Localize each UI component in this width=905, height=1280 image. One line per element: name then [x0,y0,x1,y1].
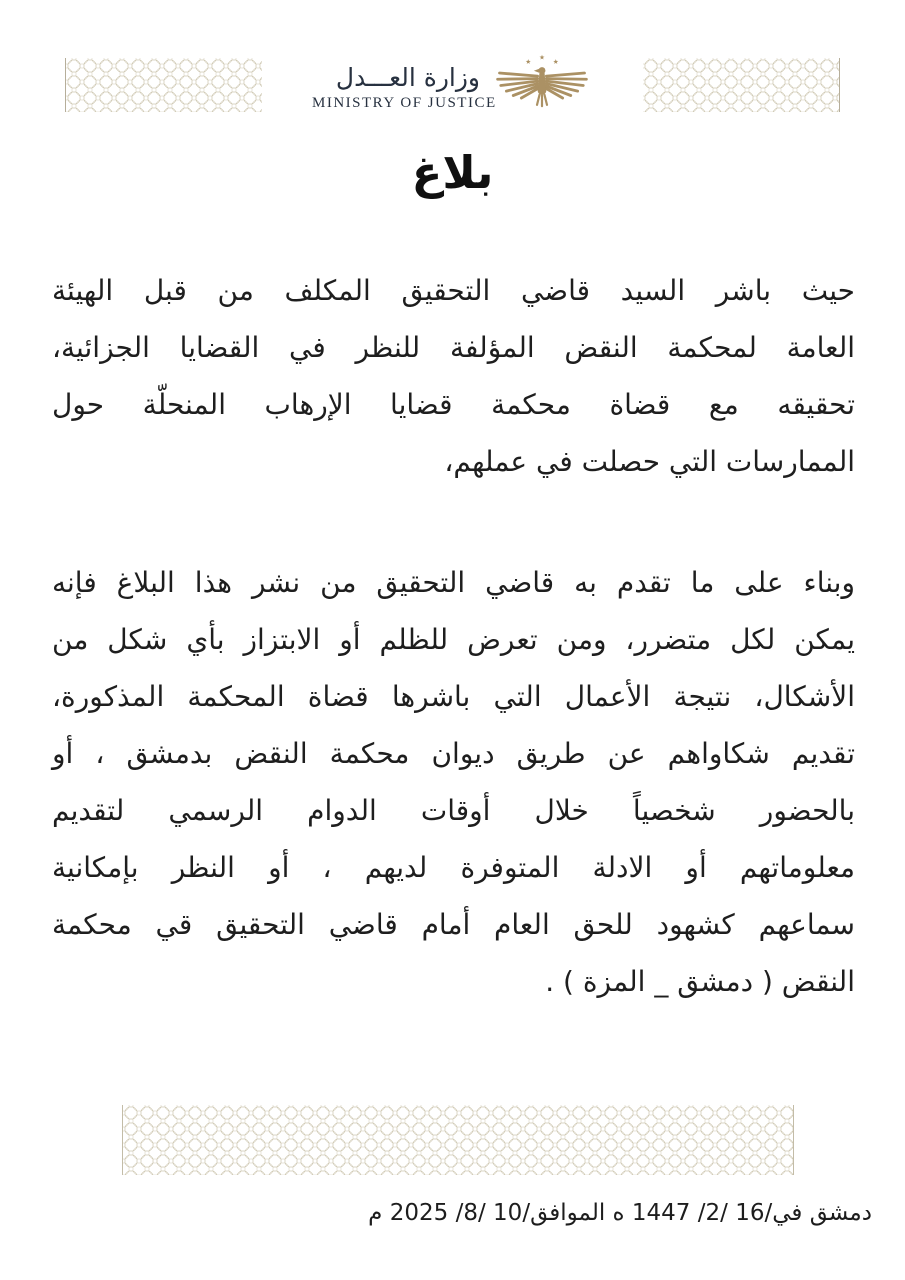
body-line: النقض ( دمشق _ المزة ) . [545,965,855,998]
ministry-wordmark [312,63,497,112]
ministry-name-english: MINISTRY OF JUSTICE [312,94,497,111]
body-line: حيث باشر السيد قاضي التحقيق المكلف من قبل الهيئة [52,274,855,307]
document-body [52,262,855,1010]
document-title: بلاغ [411,146,494,199]
body-line: سماعهم كشهود للحق العام أمام قاضي التحقيق قي محكمة [52,908,855,941]
eagle-emblem-icon [492,50,592,126]
decorative-band-left [65,58,262,112]
body-line: تقديم شكاواهم عن طريق ديوان محكمة النقض بدمشق ، أو [52,737,855,770]
body-line: معلوماتهم أو الادلة المتوفرة لديهم ، أو النظر بإمكانية [52,851,855,884]
paragraph-1 [52,262,855,490]
decorative-band-bottom [122,1105,794,1175]
body-line: العامة لمحكمة النقض المؤلفة للنظر في القضايا الجزائية، [52,331,855,364]
ministry-logo [312,50,592,126]
ministry-name-arabic: وزارة العـــدل [335,63,480,93]
three-stars-icon [526,55,558,64]
body-line: بالحضور شخصياً خلال أوقات الدوام الرسمي لتقديم [52,794,855,827]
paragraph-2 [52,554,855,1010]
body-line: وبناء على ما تقدم به قاضي التحقيق من نشر هذا البلاغ فإنه [52,566,855,599]
body-line: الأشكال، نتيجة الأعمال التي باشرها قضاة المحكمة المذكورة، [52,680,855,713]
eagle-tail [537,95,547,106]
body-line: تحقيقه مع قضاة محكمة قضايا الإرهاب المنحلّة حول [52,388,855,421]
decorative-band-right [643,58,840,112]
eagle-body [498,67,587,106]
body-line: الممارسات التي حصلت في عملهم، [444,445,855,478]
body-line: يمكن لكل متضرر، ومن تعرض للظلم أو الابتزاز بأي شكل من [52,623,855,656]
date-line: دمشق في/16 /2/ 1447 ه الموافق/10 /8/ 2025 م [368,1200,872,1226]
